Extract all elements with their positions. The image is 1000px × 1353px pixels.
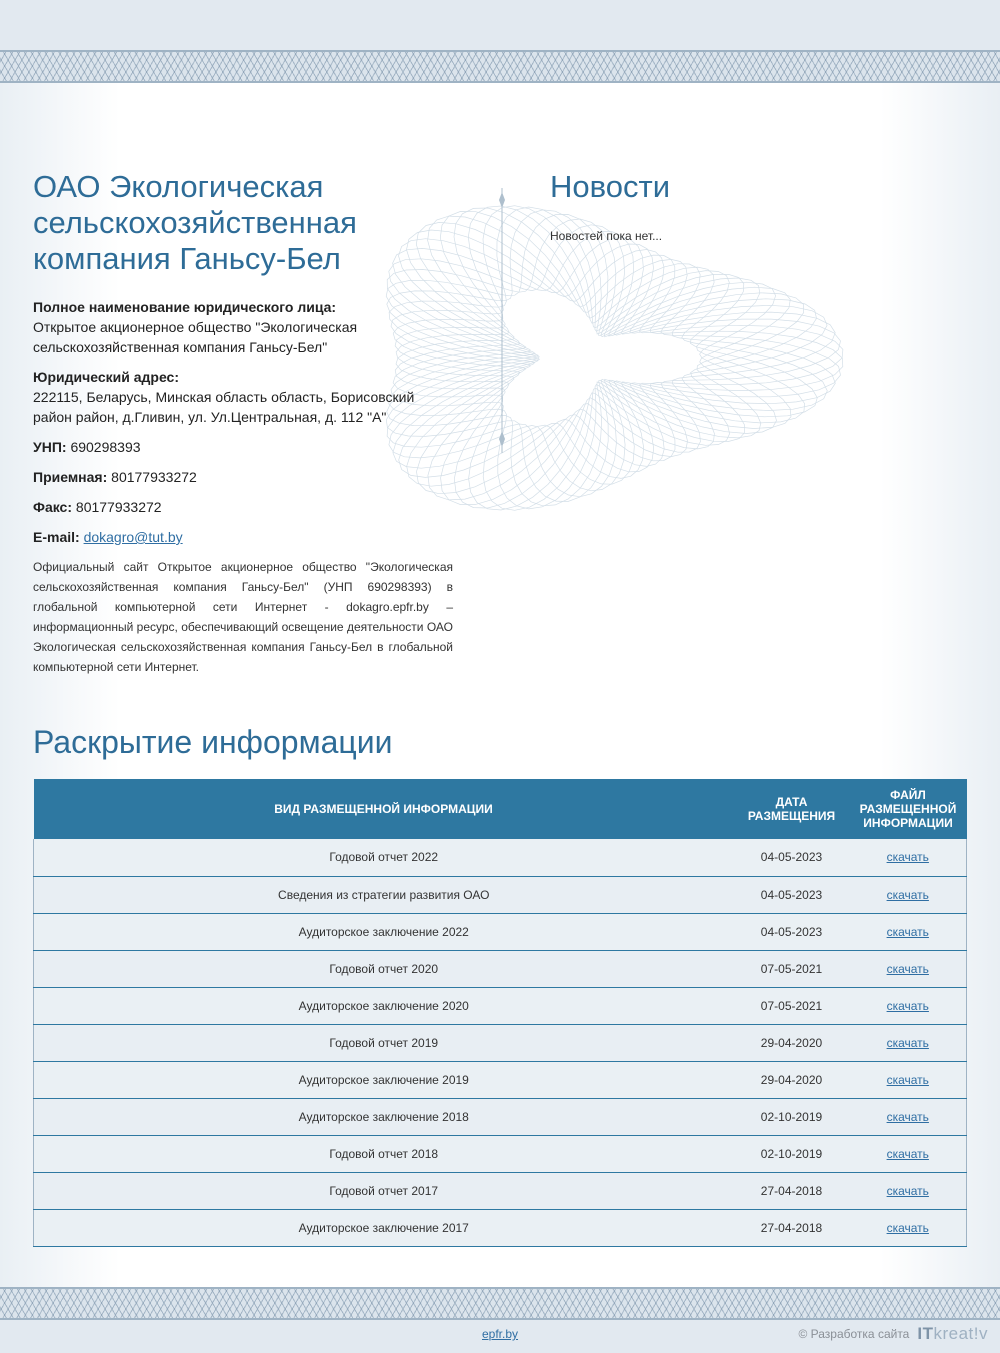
- row-date: 29-04-2020: [734, 1061, 850, 1098]
- news-section: [550, 169, 950, 243]
- row-file: [850, 1024, 967, 1061]
- row-date: 27-04-2018: [734, 1209, 850, 1246]
- row-date: 04-05-2023: [734, 839, 850, 876]
- download-link[interactable]: скачать: [886, 850, 929, 865]
- table-row: [34, 1172, 967, 1209]
- table-row: [34, 1098, 967, 1135]
- page-content: [0, 83, 1000, 1287]
- row-date: 02-10-2019: [734, 1098, 850, 1135]
- row-type: Сведения из стратегии развития ОАО: [34, 876, 734, 913]
- table-row: [34, 1209, 967, 1246]
- fax-field: [33, 497, 453, 517]
- full-name-value: Открытое акционерное общество "Экологическая сельскохозяйственная компания Ганьсу-Бел": [33, 319, 358, 355]
- reception-label: Приемная:: [33, 469, 108, 485]
- download-link[interactable]: скачать: [886, 961, 929, 976]
- download-link[interactable]: скачать: [886, 1220, 929, 1235]
- table-header-row: [34, 779, 967, 839]
- footer-ornament: [0, 1287, 1000, 1320]
- disclosure-table: [33, 779, 967, 1247]
- site-description: Официальный сайт Открытое акционерное общество "Экологическая сельскохозяйственная компания Ганьсу-Бел" (УНП 690298393) в глобальной компьютерной сети Интернет - dokagro.epfr.by – информационный ресурс, обеспечивающий освещение деятельности ОАО Экологическая сельскохозяйственная компания Ганьсу-Бел в глобальной компьютерной сети Интернет.: [33, 560, 453, 674]
- column-header-date: ДАТА РАЗМЕЩЕНИЯ: [734, 779, 850, 839]
- unp-field: [33, 437, 453, 457]
- row-file: [850, 1098, 967, 1135]
- row-date: 07-05-2021: [734, 987, 850, 1024]
- email-link[interactable]: dokagro@tut.by: [83, 529, 183, 545]
- row-file: [850, 1061, 967, 1098]
- fax-value: 80177933272: [75, 499, 162, 515]
- row-type: Аудиторское заключение 2018: [34, 1098, 734, 1135]
- row-type: Аудиторское заключение 2020: [34, 987, 734, 1024]
- row-file: [850, 1172, 967, 1209]
- top-bar: [0, 0, 1000, 50]
- row-date: 04-05-2023: [734, 876, 850, 913]
- column-header-file: ФАЙЛ РАЗМЕЩЕННОЙ ИНФОРМАЦИИ: [850, 779, 967, 839]
- unp-value: 690298393: [70, 439, 141, 455]
- table-row: [34, 1135, 967, 1172]
- email-field: [33, 527, 453, 547]
- email-label: E-mail:: [33, 529, 80, 545]
- company-info: [33, 169, 453, 677]
- row-file: [850, 950, 967, 987]
- row-date: 29-04-2020: [734, 1024, 850, 1061]
- table-row: [34, 876, 967, 913]
- row-file: [850, 987, 967, 1024]
- row-type: Аудиторское заключение 2017: [34, 1209, 734, 1246]
- developer-logo-b: kreat: [933, 1324, 974, 1343]
- row-file: [850, 876, 967, 913]
- download-link[interactable]: скачать: [886, 1109, 929, 1124]
- row-type: Годовой отчет 2022: [34, 839, 734, 876]
- disclosure-title: Раскрытие информации: [33, 724, 393, 760]
- row-type: Аудиторское заключение 2022: [34, 913, 734, 950]
- header-ornament: [0, 50, 1000, 83]
- developer-logo[interactable]: [917, 1324, 988, 1344]
- table-row: [34, 839, 967, 876]
- developer-logo-c: !v: [973, 1324, 988, 1343]
- row-date: 02-10-2019: [734, 1135, 850, 1172]
- row-file: [850, 1209, 967, 1246]
- developer-logo-a: IT: [917, 1324, 934, 1343]
- address-field: [33, 367, 453, 427]
- row-file: [850, 913, 967, 950]
- disclosure-table-wrap: [33, 779, 967, 1247]
- download-link[interactable]: скачать: [886, 1183, 929, 1198]
- reception-value: 80177933272: [111, 469, 197, 485]
- fax-label: Факс:: [33, 499, 73, 515]
- download-link[interactable]: скачать: [886, 1146, 929, 1161]
- row-file: [850, 1135, 967, 1172]
- row-type: Годовой отчет 2019: [34, 1024, 734, 1061]
- company-title: ОАО Экологическая сельскохозяйственная компания Ганьсу-Бел: [33, 169, 357, 276]
- download-link[interactable]: скачать: [886, 998, 929, 1013]
- table-row: [34, 1024, 967, 1061]
- row-date: 04-05-2023: [734, 913, 850, 950]
- footer-developer: [798, 1324, 988, 1344]
- row-date: 07-05-2021: [734, 950, 850, 987]
- unp-label: УНП:: [33, 439, 67, 455]
- row-file: [850, 839, 967, 876]
- row-type: Годовой отчет 2017: [34, 1172, 734, 1209]
- developer-text: © Разработка сайта: [798, 1327, 910, 1341]
- download-link[interactable]: скачать: [886, 887, 929, 902]
- table-row: [34, 987, 967, 1024]
- column-header-type: ВИД РАЗМЕЩЕННОЙ ИНФОРМАЦИИ: [34, 779, 734, 839]
- table-row: [34, 913, 967, 950]
- footer-site-link[interactable]: epfr.by: [482, 1327, 519, 1341]
- table-row: [34, 950, 967, 987]
- reception-field: [33, 467, 453, 487]
- news-title: Новости: [550, 169, 671, 204]
- download-link[interactable]: скачать: [886, 1035, 929, 1050]
- footer: [0, 1320, 1000, 1353]
- row-type: Годовой отчет 2018: [34, 1135, 734, 1172]
- full-name-field: [33, 297, 453, 357]
- address-label: Юридический адрес:: [33, 369, 179, 385]
- address-value: 222115, Беларусь, Минская область область, Борисовский район район, д.Гливин, ул. Ул.Центральная, д. 112 "А": [33, 389, 415, 425]
- row-type: Аудиторское заключение 2019: [34, 1061, 734, 1098]
- news-empty-text: Новостей пока нет...: [550, 229, 663, 243]
- full-name-label: Полное наименование юридического лица:: [33, 299, 337, 315]
- row-date: 27-04-2018: [734, 1172, 850, 1209]
- download-link[interactable]: скачать: [886, 1072, 929, 1087]
- column-divider: [496, 188, 508, 453]
- table-row: [34, 1061, 967, 1098]
- row-type: Годовой отчет 2020: [34, 950, 734, 987]
- download-link[interactable]: скачать: [886, 924, 929, 939]
